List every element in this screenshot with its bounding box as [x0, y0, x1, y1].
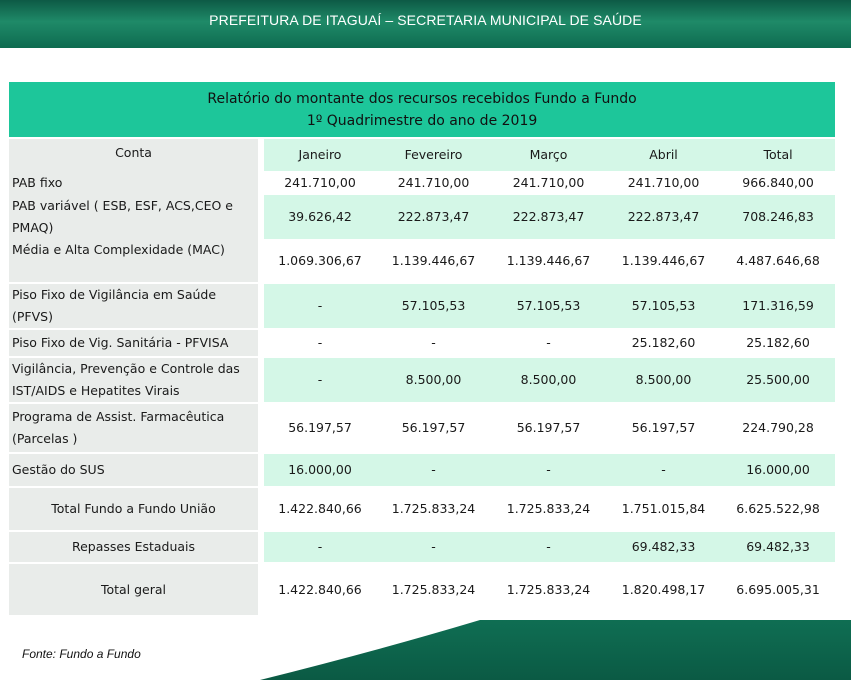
cell-value: 1.725.833,24 [376, 487, 491, 531]
cell-value: 171.316,59 [721, 283, 835, 329]
cell-value: 39.626,42 [261, 195, 376, 239]
table-row [9, 283, 835, 329]
column-header-marco: Março [491, 138, 606, 171]
cell-value: 69.482,33 [721, 531, 835, 563]
cell-value: - [491, 329, 606, 357]
cell-value: - [606, 453, 721, 487]
cell-value: 222.873,47 [606, 195, 721, 239]
column-header-abril: Abril [606, 138, 721, 171]
table-row [9, 329, 835, 357]
cell-value: 25.182,60 [721, 329, 835, 357]
cell-value: 966.840,00 [721, 171, 835, 195]
row-label: Vigilância, Prevenção e Controle das IST/AIDS e Hepatites Virais [9, 357, 261, 403]
row-label: Piso Fixo de Vigilância em Saúde (PFVS) [9, 283, 261, 329]
cell-value: 1.725.833,24 [491, 563, 606, 615]
column-header-fevereiro: Fevereiro [376, 138, 491, 171]
table-row [9, 563, 835, 615]
cell-value: 1.139.446,67 [606, 239, 721, 283]
column-header-janeiro: Janeiro [261, 138, 376, 171]
cell-value: 1.139.446,67 [376, 239, 491, 283]
cell-value: 56.197,57 [376, 403, 491, 453]
cell-value: - [261, 283, 376, 329]
page-title: PREFEITURA DE ITAGUAÍ – SECRETARIA MUNICIPAL DE SAÚDE [209, 12, 642, 28]
table-row [9, 239, 835, 283]
column-header-conta: Conta [9, 138, 261, 171]
cell-value: - [376, 329, 491, 357]
cell-value: - [261, 531, 376, 563]
table-row [9, 403, 835, 453]
cell-value: 224.790,28 [721, 403, 835, 453]
cell-value: 708.246,83 [721, 195, 835, 239]
cell-value: - [376, 531, 491, 563]
row-label: PAB variável ( ESB, ESF, ACS,CEO e PMAQ) [9, 195, 261, 239]
cell-value: 222.873,47 [491, 195, 606, 239]
cell-value: 241.710,00 [261, 171, 376, 195]
table-row [9, 195, 835, 239]
cell-value: 1.139.446,67 [491, 239, 606, 283]
cell-value: 1.725.833,24 [491, 487, 606, 531]
report-title [9, 82, 835, 138]
cell-value: 1.820.498,17 [606, 563, 721, 615]
row-label: Piso Fixo de Vig. Sanitária - PFVISA [9, 329, 261, 357]
table-row [9, 357, 835, 403]
cell-value: 1.751.015,84 [606, 487, 721, 531]
cell-value: 8.500,00 [376, 357, 491, 403]
row-label: PAB fixo [9, 171, 261, 195]
cell-value: 1.725.833,24 [376, 563, 491, 615]
column-header-total: Total [721, 138, 835, 171]
cell-value: 57.105,53 [376, 283, 491, 329]
table-row [9, 171, 835, 195]
table-row [9, 453, 835, 487]
cell-value: 8.500,00 [491, 357, 606, 403]
cell-value: - [376, 453, 491, 487]
source-note: Fonte: Fundo a Fundo [22, 647, 141, 661]
row-label: Gestão do SUS [9, 453, 261, 487]
cell-value: 1.422.840,66 [261, 487, 376, 531]
cell-value: 16.000,00 [261, 453, 376, 487]
cell-value: 16.000,00 [721, 453, 835, 487]
row-label: Programa de Assist. Farmacêutica (Parcelas ) [9, 403, 261, 453]
row-label: Total Fundo a Fundo União [9, 487, 261, 531]
cell-value: 57.105,53 [491, 283, 606, 329]
cell-value: 6.695.005,31 [721, 563, 835, 615]
table-header-row [9, 138, 835, 171]
cell-value: 241.710,00 [606, 171, 721, 195]
cell-value: 241.710,00 [491, 171, 606, 195]
row-label: Total geral [9, 563, 261, 615]
cell-value: 56.197,57 [491, 403, 606, 453]
cell-value: - [261, 357, 376, 403]
cell-value: 8.500,00 [606, 357, 721, 403]
cell-value: - [491, 531, 606, 563]
cell-value: - [261, 329, 376, 357]
cell-value: 1.422.840,66 [261, 563, 376, 615]
cell-value: 4.487.646,68 [721, 239, 835, 283]
report-title-line1: Relatório do montante dos recursos recebidos Fundo a Fundo [207, 90, 637, 107]
cell-value: 241.710,00 [376, 171, 491, 195]
table-row [9, 531, 835, 563]
cell-value: 57.105,53 [606, 283, 721, 329]
cell-value: 56.197,57 [606, 403, 721, 453]
header-swoosh [0, 36, 851, 58]
cell-value: 1.069.306,67 [261, 239, 376, 283]
table-row [9, 487, 835, 531]
cell-value: 6.625.522,98 [721, 487, 835, 531]
report-title-line2: 1º Quadrimestre do ano de 2019 [306, 112, 538, 129]
cell-value: 56.197,57 [261, 403, 376, 453]
cell-value: 25.500,00 [721, 357, 835, 403]
cell-value: - [491, 453, 606, 487]
cell-value: 69.482,33 [606, 531, 721, 563]
row-label: Repasses Estaduais [9, 531, 261, 563]
cell-value: 222.873,47 [376, 195, 491, 239]
funds-table [9, 82, 835, 615]
cell-value: 25.182,60 [606, 329, 721, 357]
row-label: Média e Alta Complexidade (MAC) [9, 239, 261, 283]
